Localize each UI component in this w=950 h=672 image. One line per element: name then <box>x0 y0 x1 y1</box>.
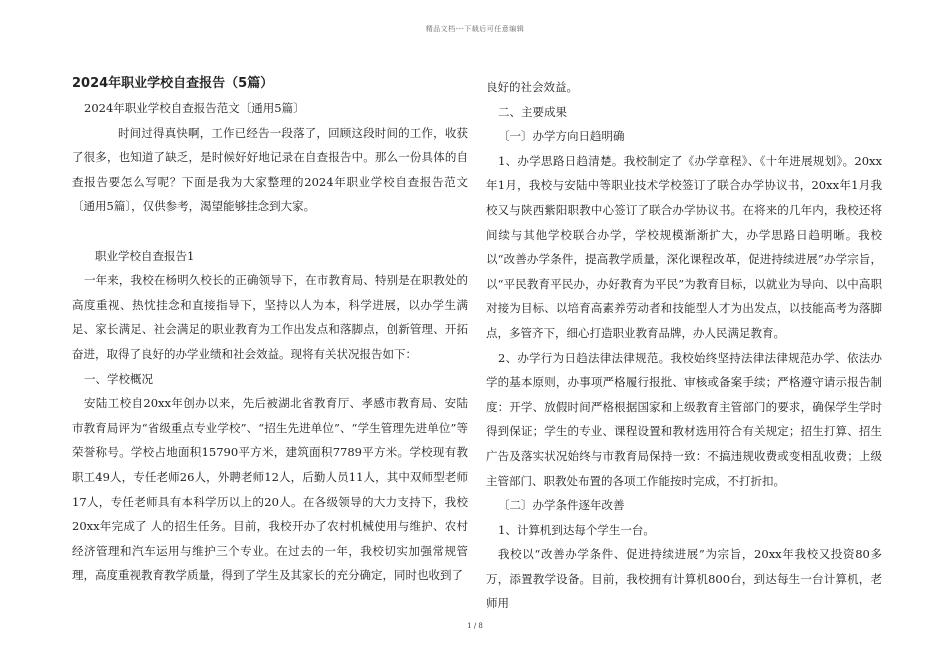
item-computers: 1、计算机到达每个学生一台。 <box>498 522 655 537</box>
paragraph-leadership: 一年来，我校在杨明久校长的正确领导下，在市教育局、特别是在职教处的高度重视、热忱挂念和直接指导下，坚持以人为本，科学进展，以办学生满足、家长满足、社会满足的职业教育为工作出发点和落脚点，创新管理、开拓奋进，取得了良好的办学业绩和社会效益。现将有关状况报告如下： <box>72 273 468 361</box>
subheading-conditions: 〔二〕办学条件逐年改善 <box>498 498 625 513</box>
page-number: 1 / 8 <box>467 622 483 630</box>
blank-line <box>72 219 468 244</box>
section-heading-results: 二、主要成果 <box>498 104 567 119</box>
right-column <box>486 75 882 616</box>
left-column <box>72 72 468 588</box>
report-heading: 职业学校自查报告1 <box>95 248 195 263</box>
intro-paragraph: 时间过得真快啊，工作已经告一段落了，回顾这段时间的工作，收获了很多，也知道了缺乏，是时候好好地记录在自查报告中。那么一份具体的自查报告要怎么写呢？下面是我为大家整理的2024年职业学校自查报告范文〔通用5篇〕，仅供参考，渴望能够挂念到大家。 <box>72 125 468 214</box>
paragraph-school-overview: 安陆工校自20xx年创办以来，先后被湖北省教育厅、孝感市教育局、安陆市教育局评为“省级重点专业学校”、“招生先进单位”、“学生管理先进单位”等荣誉称号。学校占地面积15790平方米，建筑面积7789平方米。学校现有教职工49人，专任老师26人，外聘老师12人，后勤人员11人，其中双师型老师17人，专任老师具有本科学历以上的20人。在各级领导的大力支持下，我校20xx年完成了 人的招生任务。目前，我校开办了农村机械使用与维护、农村经济管理和汽车运用与维护三个专业。在过去的一年，我校切实加强常规管理，高度重视教育教学质量，得到了学生及其家长的充分确定，同时也收到了 <box>72 396 468 583</box>
document-title: 2024年职业学校自查报告（5篇） <box>72 76 274 91</box>
section-heading-overview: 一、学校概况 <box>84 371 153 386</box>
paragraph-conduct: 2、办学行为日趋法律法律规范。我校始终坚持法律法律规范办学、依法办学的基本原则，办事项严格履行报批、审核或备案手续；严格遵守请示报告制度：开学、放假时间严格根据国家和上级教育主管部门的要求，确保学生学时得到保证；学生的专业、课程设置和教材选用符合有关规定；招生打算、招生广告及落实状况始终与市教育局保持一致：不搞违规收费或变相乱收费；上级主管部门、职教处布置的各项工作能按时完成，不打折扣。 <box>486 350 882 488</box>
paragraph-direction: 1、办学思路日趋清楚。我校制定了《办学章程》、《十年进展规划》。20xx年1月，我校与安陆中等职业技术学校签订了联合办学协议书，20xx年1月我校又与陕西紫阳职教中心签订了联合办学协议书。在将来的几年内，我校还将间续与其他学校联合办学，学校规模渐渐扩大，办学思路日趋明晰。我校以“改善办学条件，提高教学质量，深化课程改革，促进持续进展”办学宗旨，以“平民教育平民办，办好教育为平民”为教育目标，以就业为导向、以中高职对接为目标、以培育高素养劳动者和技能型人才为出发点，以技能高考为落脚点，多管齐下，细心打造职业教育品牌，办人民满足教育。 <box>486 153 882 340</box>
page-header-note: 精品文档---下载后可任意编辑 <box>425 25 525 33</box>
subtitle: 2024年职业学校自查报告范文〔通用5篇〕 <box>84 101 305 115</box>
subheading-direction: 〔一〕办学方向日趋明确 <box>498 129 625 144</box>
paragraph-continuation: 良好的社会效益。 <box>486 80 578 94</box>
paragraph-equipment: 我校以“改善办学条件、促进持续进展”为宗旨，20xx年我校又投资80多万，添置教学设备。目前，我校拥有计算机800台，到达每生一台计算机，老师用 <box>486 547 882 611</box>
